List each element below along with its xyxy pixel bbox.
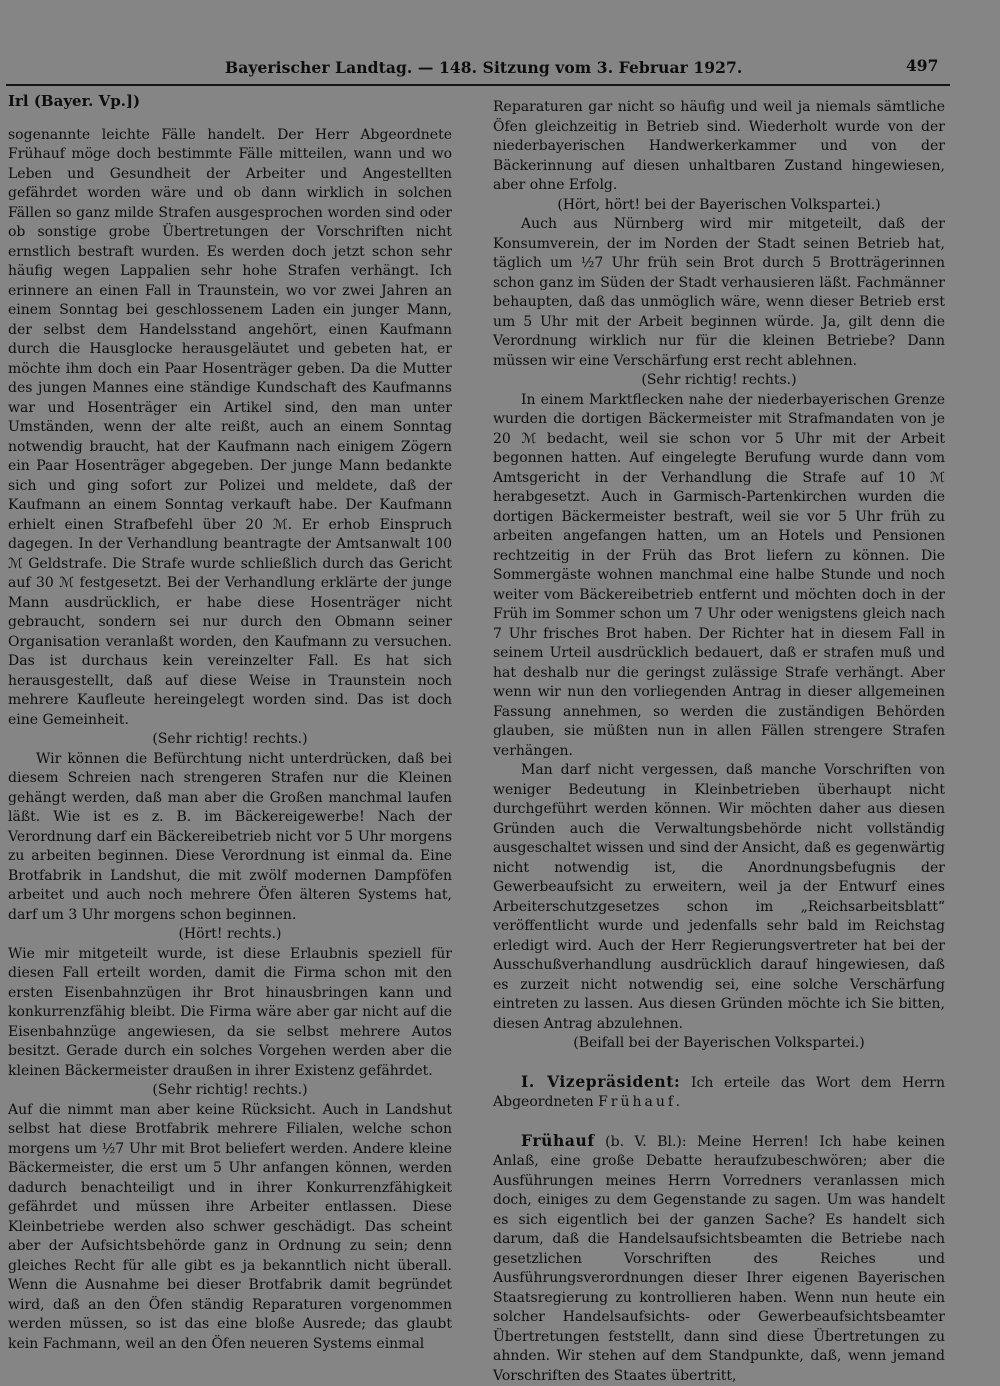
interjection: (Sehr richtig! rechts.) <box>8 1081 452 1101</box>
interjection: (Hört, hört! bei der Bayerischen Volkspartei.) <box>493 196 945 216</box>
spacer <box>493 1113 945 1131</box>
paragraph: Man darf nicht vergessen, daß manche Vorschriften von weniger Bedeutung in Kleinbetrieben überhaupt nicht durchgeführt werden können. Wir möchten daher aus diesen Gründen auch die Verwaltungsbehörde nicht vollständig ausgeschaltet wissen und sind der Ansicht, daß es gegenwärtig nicht notwendig ist, die Anordnungsbefugnis der Gewerbeaufsicht zu erweitern, weil ja der Entwurf eines Arbeiterschutzgesetzes schon im „Reichsarbeitsblatt“ veröffentlicht wurde und jedenfalls sehr bald im Reichstag erledigt wird. Auch der Herr Regierungsvertreter hat bei der Ausschußverhandlung ausdrücklich darauf hingewiesen, daß es zurzeit nicht notwendig sei, eine solche Verschärfung eintreten zu lassen. Aus diesen Gründen möchte ich Sie bitten, diesen Antrag abzulehnen. <box>493 761 945 1034</box>
interjection: (Hört! rechts.) <box>8 925 452 945</box>
left-column <box>8 92 452 1354</box>
running-title: Bayerischer Landtag. — 148. Sitzung vom 3. Februar 1927. <box>225 58 725 77</box>
paragraph: Wir können die Befürchtung nicht unterdrücken, daß bei diesem Schreien nach strengeren Strafen nur die Kleinen gehängt werden, daß man aber die Großen manchmal laufen läßt. Wie ist es z. B. im Bäckereigewerbe! Nach der Verordnung darf ein Bäckereibetrieb nicht vor 5 Uhr morgens zu arbeiten beginnen. Diese Verordnung ist einmal da. Eine Brotfabrik in Landshut, die mit zwölf modernen Dampföfen arbeitet und auch noch mehrere Öfen älteren Systems hat, darf um 3 Uhr morgens schon beginnen. <box>8 750 452 926</box>
header-rule <box>6 84 950 86</box>
called-speaker-name: Frühauf. <box>598 1094 683 1110</box>
page-number: 497 <box>906 56 938 75</box>
spacer <box>493 1054 945 1072</box>
speaker-name: Frühauf <box>521 1131 595 1150</box>
page-header <box>0 58 1000 82</box>
paragraph: In einem Marktflecken nahe der niederbayerischen Grenze wurden die dortigen Bäckermeister mit Strafmandaten von je 20 ℳ bedacht, weil sie schon vor 5 Uhr mit der Arbeit begonnen hatten. Auf eingelegte Berufung wurde dann vom Amtsgericht in der Verhandlung die Strafe auf 10 ℳ herabgesetzt. Auch in Garmisch-Partenkirchen wurden die dortigen Bäckermeister bestraft, weil sie vor 5 Uhr früh zu arbeiten angefangen hatten, um an Hotels und Pensionen rechtzeitig in der Früh das Brot liefern zu können. Die Sommergäste wohnen manchmal eine halbe Stunde und noch weiter vom Bäckereibetrieb entfernt und möchten doch in der Früh im Sommer schon um 7 Uhr oder wenigstens gleich nach 7 Uhr frisches Brot haben. Der Richter hat in diesem Fall in seinem Urteil ausdrücklich bedauert, daß er strafen muß und hat deshalb nur die geringst zulässige Strafe verhängt. Aber wenn wir nun den vorliegenden Antrag in dieser allgemeinen Fassung annehmen, so werden die zuständigen Behörden glauben, sie müßten nun in allen Fällen strengere Strafen verhängen. <box>493 391 945 762</box>
speaker-tag: Irl (Bayer. Vp.]) <box>8 92 452 112</box>
interjection: (Sehr richtig! rechts.) <box>8 730 452 750</box>
paragraph: sogenannte leichte Fälle handelt. Der Herr Abgeordnete Frühauf möge doch bestimmte Fälle mitteilen, wann und wo Leben und Gesundheit der Arbeiter und Angestellten gefährdet worden wäre und ob dann wirklich in solchen Fällen so ganz milde Strafen ausgesprochen worden sind oder ob sonstige grobe Übertretungen der Vorschriften nicht ernstlich bestraft wurden. Es werden doch jetzt schon sehr häufig wegen Lappalien sehr hohe Strafen verhängt. Ich erinnere an einen Fall in Traunstein, wo vor zwei Jahren an einem Sonntag bei geschlossenem Laden ein junger Mann, der selbst dem Handelsstand angehört, einen Kaufmann durch die Hausglocke herausgeläutet und gebeten hat, er möchte ihm doch ein Paar Hosenträger geben. Da die Mutter des jungen Mannes eine ständige Kundschaft des Kaufmanns war und Hosenträger ein Artikel sind, den man unter Umständen, wenn der alte reißt, auch an einem Sonntag notwendig braucht, hat der Kaufmann nach einigem Zögern ein Paar Hosenträger abgegeben. Der junge Mann bedankte sich und ging sofort zur Polizei und meldete, daß der Kaufmann an einem Sonntag verkauft habe. Der Kaufmann erhielt einen Strafbefehl über 20 ℳ. Er erhob Einspruch dagegen. In der Verhandlung beantragte der Amtsanwalt 100 ℳ Geldstrafe. Die Strafe wurde schließlich durch das Gericht auf 30 ℳ festgesetzt. Bei der Verhandlung erklärte der junge Mann ausdrücklich, er habe diese Hosenträger nicht gebraucht, sondern sei nur durch den Obmann seiner Organisation veranlaßt worden, den Kaufmann zu versuchen. Das ist durchaus kein vereinzelter Fall. Es hat sich herausgestellt, daß auf diese Weise in Traunstein noch mehrere Kaufleute hereingelegt worden sind. Das ist doch eine Gemeinheit. <box>8 126 452 731</box>
right-column <box>493 98 945 1386</box>
fruehauf-speech <box>493 1131 945 1386</box>
paragraph: Wie mir mitgeteilt wurde, ist diese Erlaubnis speziell für diesen Fall erteilt worden, damit die Firma schon mit den ersten Eisenbahnzügen ihr Brot hinausbringen kann und konkurrenzfähig bleibt. Die Firma wäre aber gar nicht auf die Eisenbahnzüge angewiesen, da sie selbst mehrere Autos besitzt. Gerade durch ein solches Vorgehen werden aber die kleinen Bäckermeister draußen in ihrer Existenz gefährdet. <box>8 945 452 1082</box>
paragraph: Reparaturen gar nicht so häufig und weil ja niemals sämtliche Öfen gleichzeitig in Betrieb sind. Wiederholt wurde von der niederbayerischen Handwerkerkammer und von der Bäckerinnung auf diesen unhaltbaren Zustand hingewiesen, aber ohne Erfolg. <box>493 98 945 196</box>
speaker-name: I. Vizepräsident: <box>521 1072 680 1091</box>
vice-president-statement <box>493 1072 945 1113</box>
speech-text: (b. V. Bl.): Meine Herren! Ich habe keinen Anlaß, eine große Debatte heraufzubeschwören; aber die Ausführungen meines Herrn Vorredners veranlassen mich doch, einiges zu dem Gegenstande zu sagen. Um was handelt es sich eigentlich bei der ganzen Sache? Es handelt sich darum, daß die Handelsaufsichtsbeamten die Betriebe nach gesetzlichen Vorschriften des Reiches und Ausführungsverordnungen dieser Ihrer eigenen Bayerischen Staatsregierung zu kontrollieren haben. Wenn nun heute ein solcher Handelsaufsichts- oder Gewerbeaufsichtsbeamter Übertretungen feststellt, dann sind diese Übertretungen zu ahnden. Wir stehen auf dem Standpunkte, daß, wenn jemand Vorschriften des Staates übertritt, <box>493 1134 945 1384</box>
paragraph: Auch aus Nürnberg wird mir mitgeteilt, daß der Konsumverein, der im Norden der Stadt seinen Betrieb hat, täglich um ½7 Uhr früh sein Brot durch 5 Brotträgerinnen schon ganz im Süden der Stadt verhausieren läßt. Fachmänner behaupten, daß das unmöglich wäre, wenn dieser Betrieb erst um 5 Uhr mit der Arbeit beginnen würde. Ja, gilt denn die Verordnung wirklich nur für die kleinen Betriebe? Dann müssen wir eine Verschärfung erst recht ablehnen. <box>493 215 945 371</box>
interjection: (Sehr richtig! rechts.) <box>493 371 945 391</box>
interjection: (Beifall bei der Bayerischen Volkspartei.) <box>493 1034 945 1054</box>
paragraph: Auf die nimmt man aber keine Rücksicht. Auch in Landshut selbst hat diese Brotfabrik mehrere Filialen, welche schon morgens um ½7 Uhr mit Brot beliefert werden. Andere kleine Bäckermeister, die erst um 5 Uhr anfangen können, werden dadurch benachteiligt und in ihrer Konkurrenzfähigkeit gefährdet und müssen ihre Arbeiter entlassen. Diese Kleinbetriebe werden also schwer geschädigt. Das scheint aber der Aufsichtsbehörde ganz in Ordnung zu sein; denn gleiches Recht für alle gibt es ja bekanntlich nicht überall. Wenn die Ausnahme bei dieser Brotfabrik damit begründet wird, daß an den Öfen ständig Reparaturen vorgenommen werden müssen, so ist das eine bloße Ausrede; das glaubt kein Fachmann, weil an den Öfen neueren Systems einmal <box>8 1101 452 1355</box>
statement-text: Ich erteile das Wort dem Herrn Abgeordneten <box>493 1075 945 1111</box>
